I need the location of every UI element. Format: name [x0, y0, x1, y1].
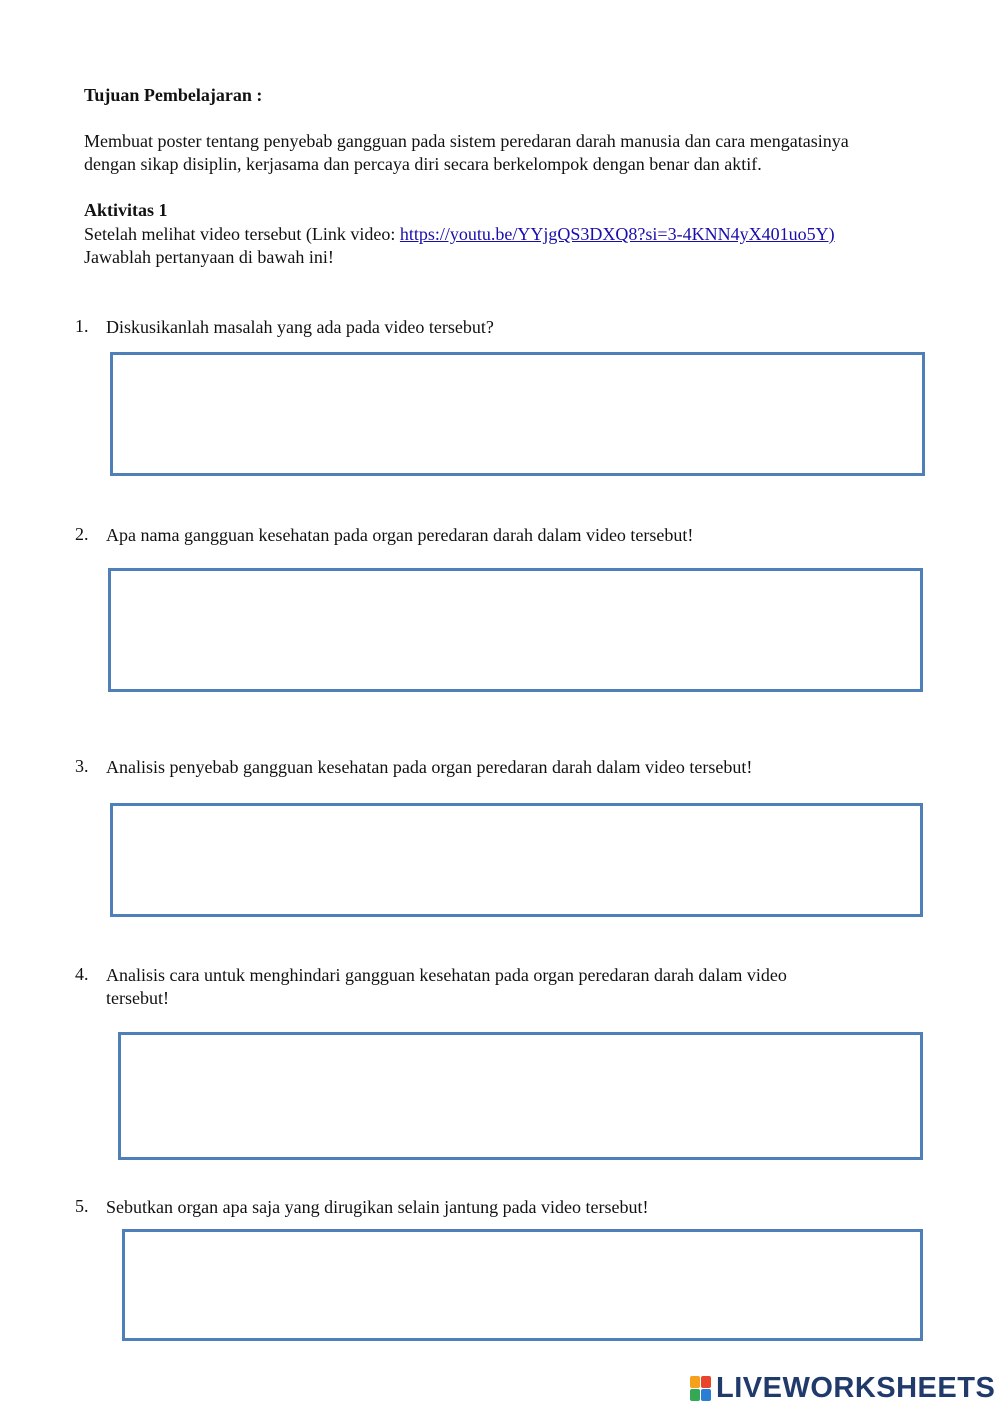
video-link[interactable]: https://youtu.be/YYjgQS3DXQ8?si=3-4KNN4yX401uo5Y): [399, 224, 835, 244]
answer-box-4[interactable]: [118, 1032, 923, 1160]
activity-intro-text: Setelah melihat video tersebut (Link video:: [84, 224, 400, 244]
answer-box-3[interactable]: [110, 803, 923, 917]
question-4-number: 4.: [75, 964, 89, 984]
activity-intro: [84, 223, 835, 246]
answer-box-2[interactable]: [108, 568, 923, 692]
question-4-text-line-1: Analisis cara untuk menghindari gangguan kesehatan pada organ peredaran darah dalam video: [106, 965, 787, 985]
liveworksheets-logo: [690, 1372, 995, 1405]
objective-line-2: dengan sikap disiplin, kerjasama dan percaya diri secara berkelompok dengan benar dan aktif.: [84, 154, 762, 174]
question-2-number: 2.: [75, 524, 89, 544]
question-4-text-line-2: tersebut!: [106, 988, 169, 1008]
answer-box-1[interactable]: [110, 352, 925, 476]
question-4-text: [106, 964, 787, 1010]
question-1-number: 1.: [75, 316, 89, 336]
question-5-text: Sebutkan organ apa saja yang dirugikan selain jantung pada video tersebut!: [106, 1197, 649, 1217]
question-2-text: Apa nama gangguan kesehatan pada organ peredaran darah dalam video tersebut!: [106, 525, 694, 545]
question-3-text: Analisis penyebab gangguan kesehatan pada organ peredaran darah dalam video tersebut!: [106, 757, 753, 777]
question-5-number: 5.: [75, 1196, 89, 1216]
question-3-number: 3.: [75, 756, 89, 776]
activity-heading: Aktivitas 1: [84, 200, 168, 220]
objective-heading: Tujuan Pembelajaran :: [84, 85, 263, 105]
objective-line-1: Membuat poster tentang penyebab gangguan pada sistem peredaran darah manusia dan cara mengatasinya: [84, 131, 849, 151]
activity-instruction: Jawablah pertanyaan di bawah ini!: [84, 247, 334, 267]
liveworksheets-logo-icon: [690, 1376, 712, 1402]
answer-box-5[interactable]: [122, 1229, 923, 1341]
question-1-text: Diskusikanlah masalah yang ada pada video tersebut?: [106, 317, 494, 337]
liveworksheets-logo-text: LIVEWORKSHEETS: [716, 1372, 996, 1404]
